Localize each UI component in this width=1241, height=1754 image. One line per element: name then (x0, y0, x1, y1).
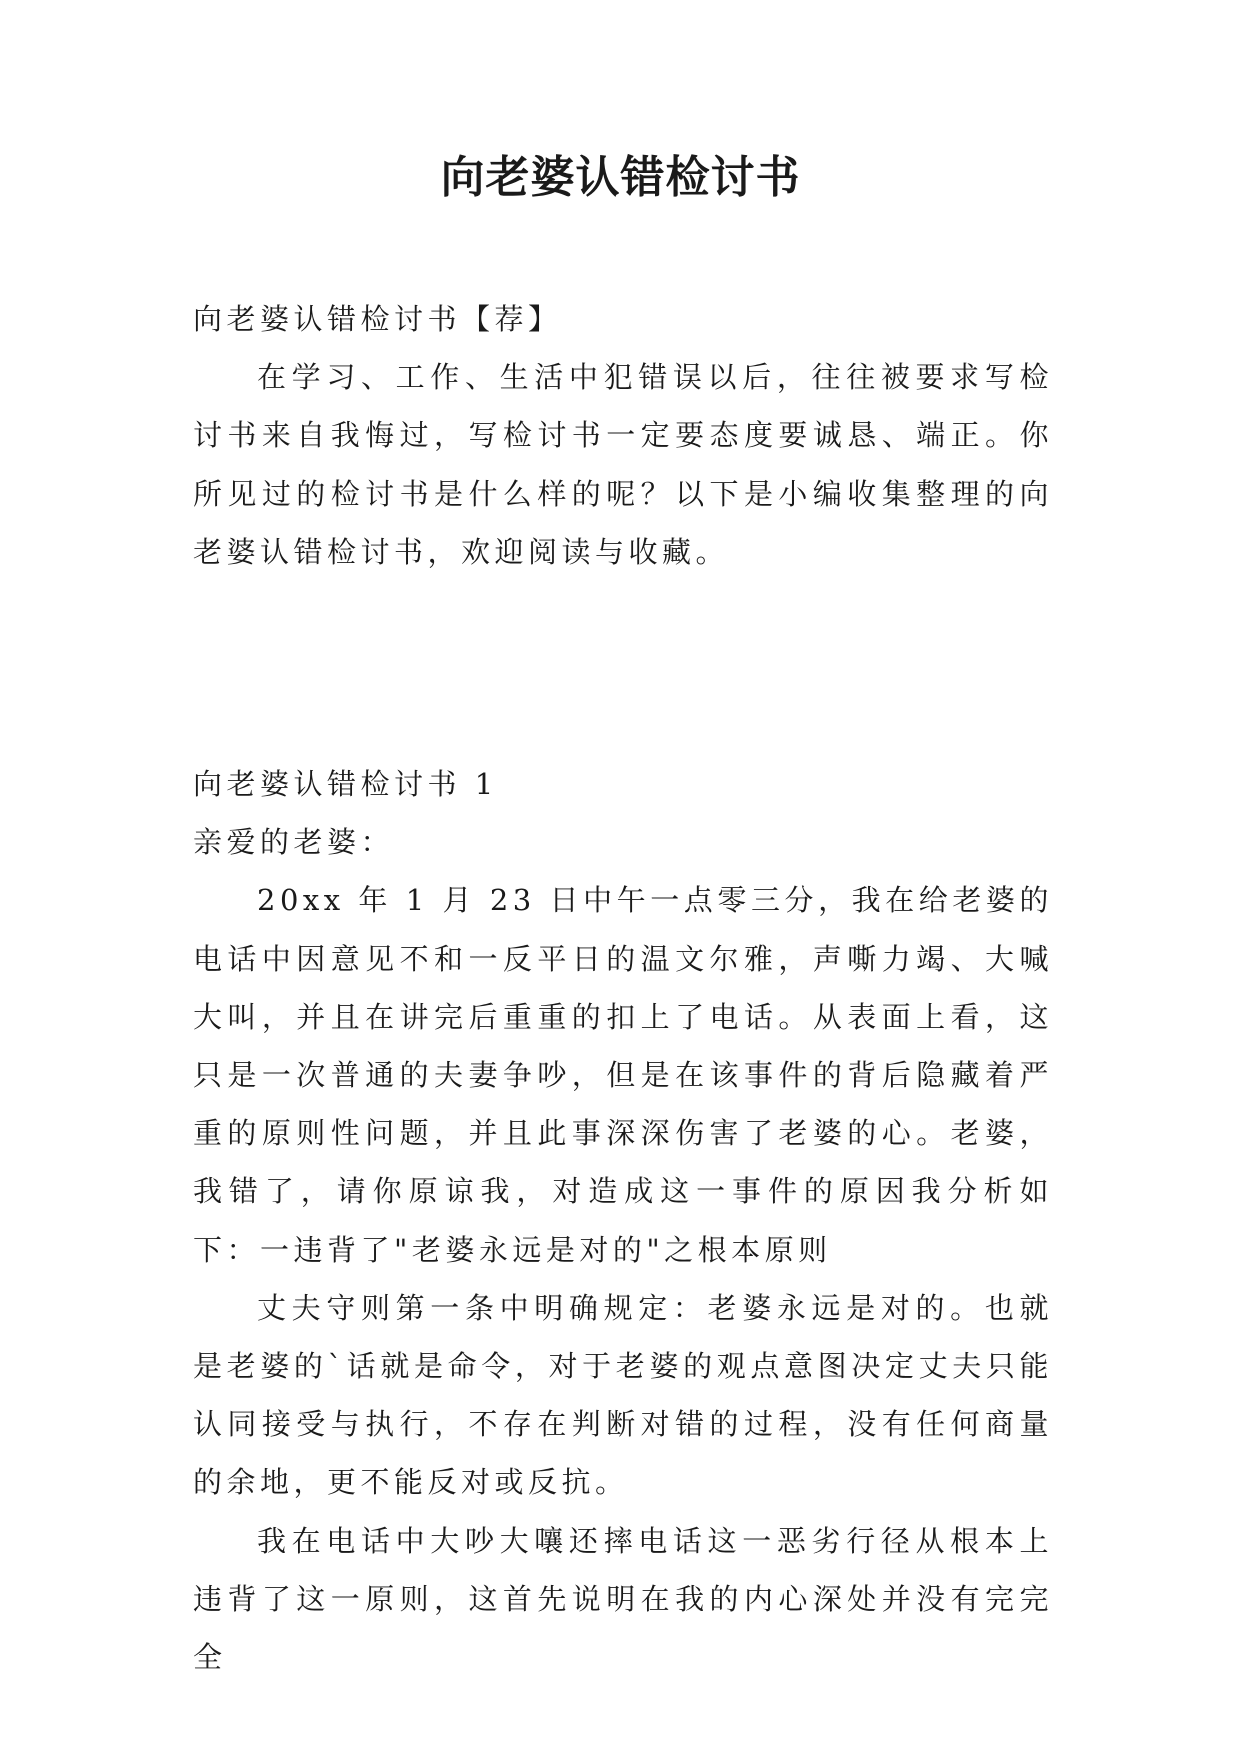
section-heading: 向老婆认错检讨书 1 (193, 767, 498, 802)
body-paragraph: 20xx 年 1 月 23 日中午一点零三分，我在给老婆的电话中因意见不和一反平日的温文尔雅，声嘶力竭、大喊大叫，并且在讲完后重重的扣上了电话。从表面上看，这只是一次普通的夫妻争吵，但是在该事件的背后隐藏着严重的原则性问题，并且此事深深伤害了老婆的心。老婆，我错了，请你原谅我，对造成这一事件的原因我分析如下：一违背了"老婆永远是对的"之根本原则 (193, 883, 1053, 1267)
salutation: 亲爱的老婆： (193, 825, 395, 860)
document-title: 向老婆认错检讨书 (440, 152, 801, 203)
body-paragraph: 我在电话中大吵大嚷还摔电话这一恶劣行径从根本上违背了这一原则，这首先说明在我的内心深处并没有完完全 (193, 1523, 1053, 1675)
section-gap (193, 581, 1053, 755)
body-paragraph: 丈夫守则第一条中明确规定：老婆永远是对的。也就是老婆的`话就是命令，对于老婆的观点意图决定丈夫只能认同接受与执行，不存在判断对错的过程，没有任何商量的余地，更不能反对或反抗。 (193, 1290, 1053, 1500)
document-body (193, 290, 1053, 1686)
intro-heading: 向老婆认错检讨书【荐】 (193, 302, 562, 336)
intro-paragraph: 在学习、工作、生活中犯错误以后，往往被要求写检讨书来自我悔过，写检讨书一定要态度要诚恳、端正。你所见过的检讨书是什么样的呢？以下是小编收集整理的向老婆认错检讨书，欢迎阅读与收藏。 (193, 360, 1053, 569)
